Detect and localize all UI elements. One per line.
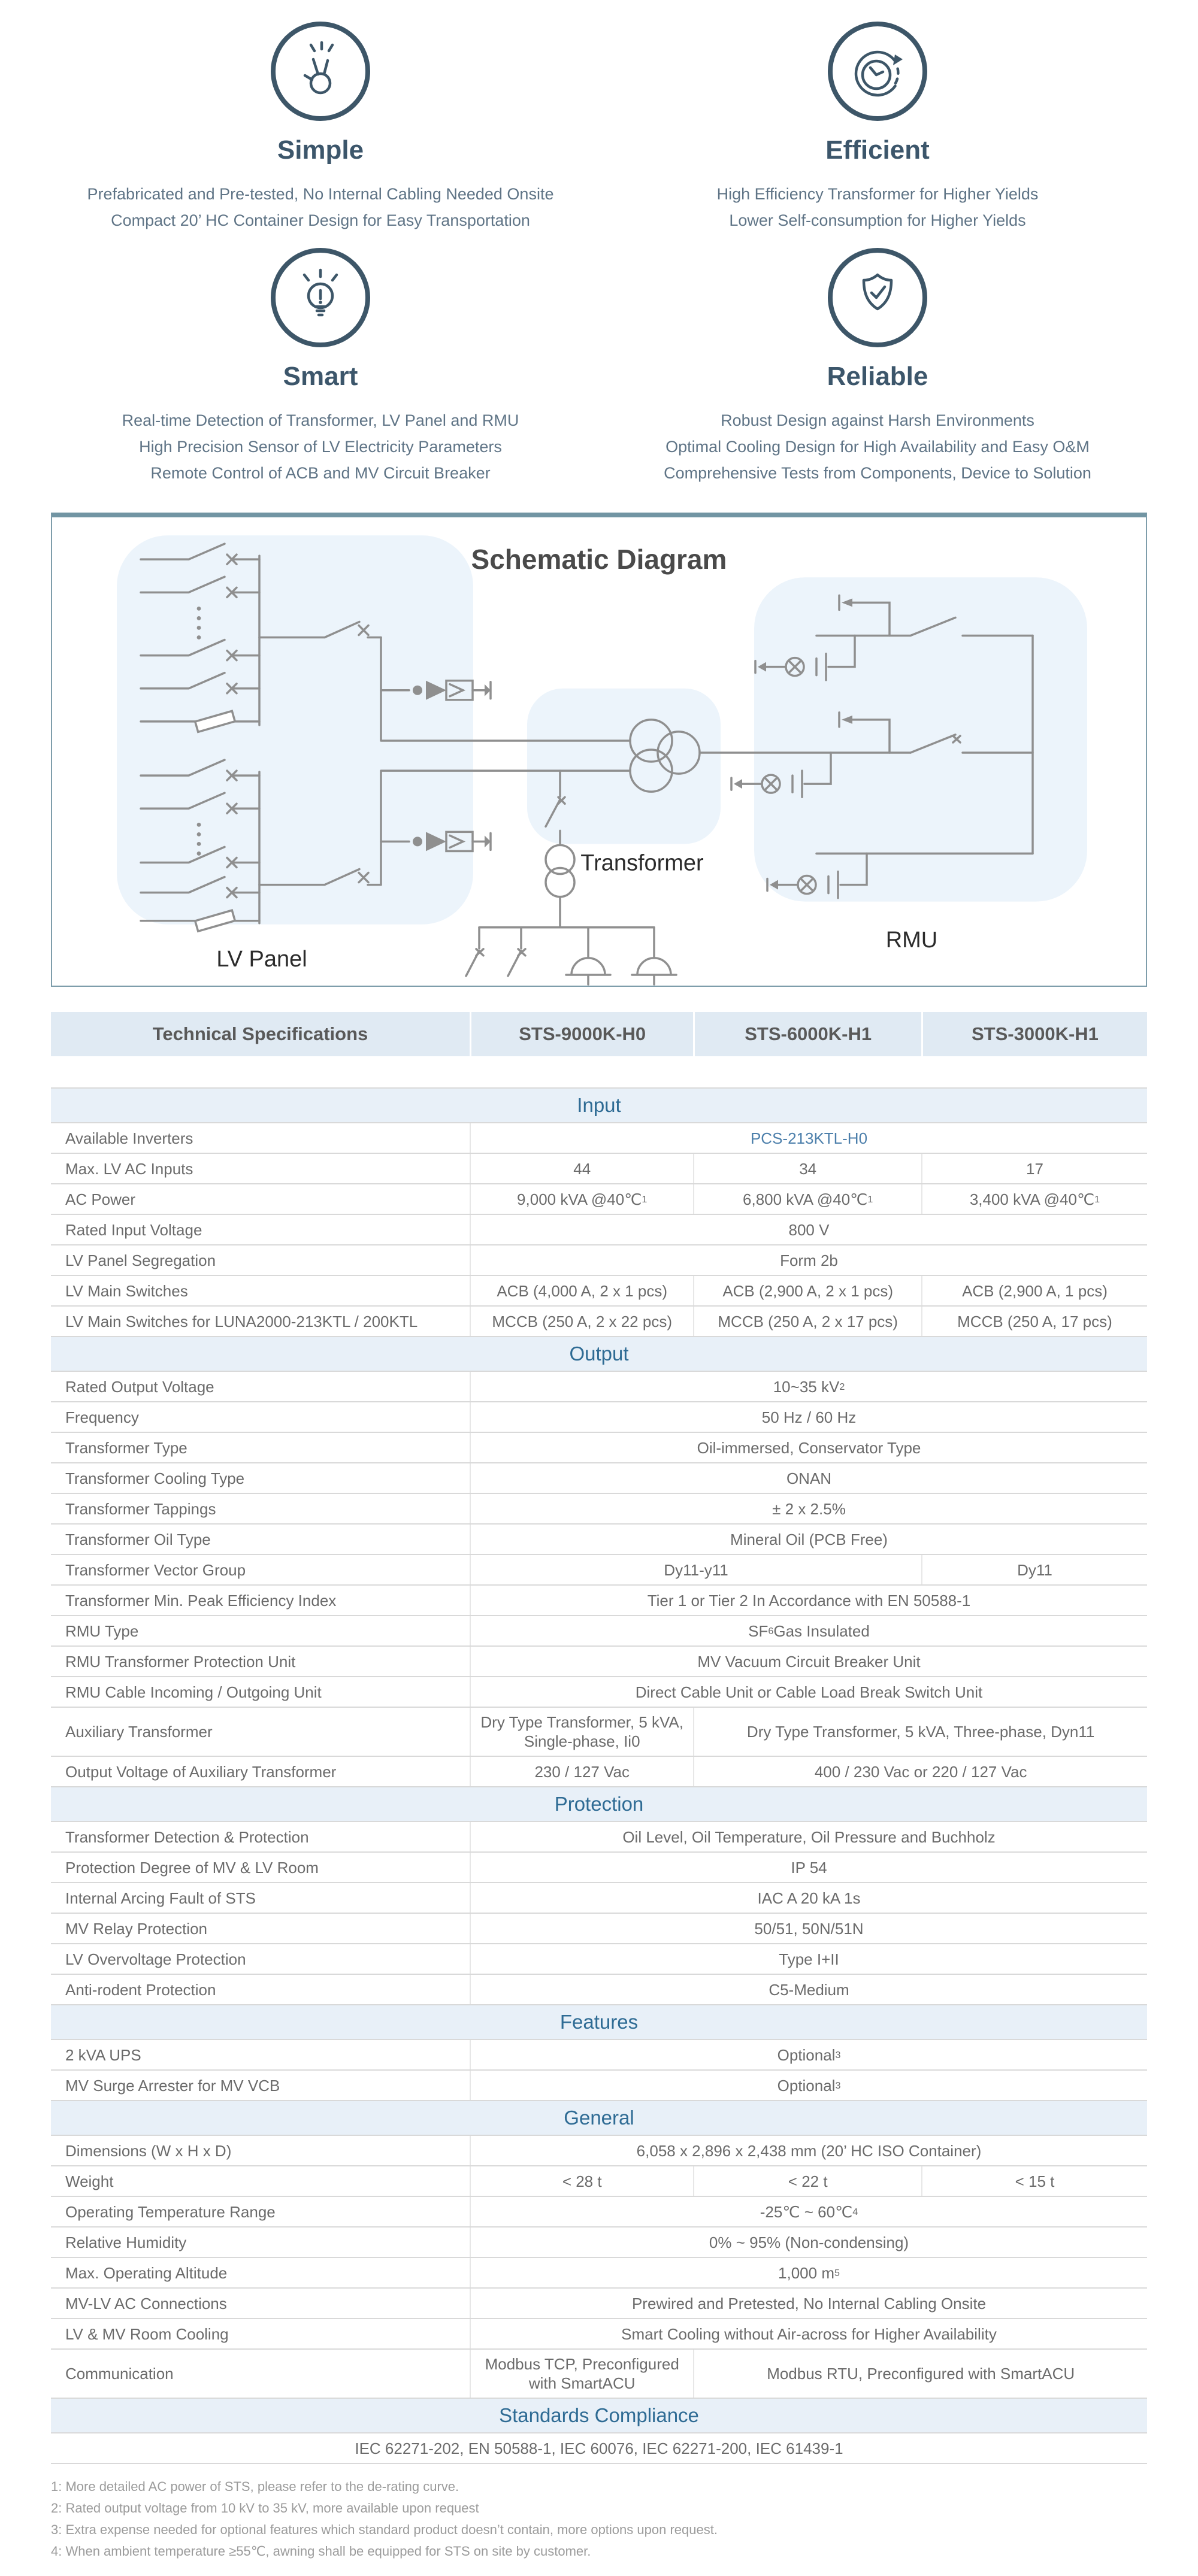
feature-grid	[0, 0, 1198, 486]
row-value: Dy11	[921, 1555, 1147, 1584]
row-label: RMU Cable Incoming / Outgoing Unit	[65, 1683, 322, 1701]
table-row	[51, 1616, 1147, 1647]
row-value: Form 2b	[470, 1245, 1147, 1275]
row-value: 800 V	[470, 1215, 1147, 1244]
row-label: Relative Humidity	[65, 2233, 187, 2251]
footnote: 2: Rated output voltage from 10 kV to 35 kV, more available upon request	[51, 2501, 479, 2516]
row-label: Output Voltage of Auxiliary Transformer	[65, 1762, 337, 1781]
transformer-label: Transformer	[580, 850, 704, 876]
section-header-protection: Protection	[51, 1787, 1147, 1822]
row-label: Protection Degree of MV & LV Room	[65, 1858, 319, 1877]
section-header-general: General	[51, 2101, 1147, 2136]
row-label: Transformer Tappings	[65, 1499, 216, 1518]
table-row	[51, 2258, 1147, 2289]
row-value: 17	[921, 1154, 1147, 1183]
row-value: 1,000 m 5	[470, 2258, 1147, 2287]
row-label: LV Main Switches	[65, 1281, 188, 1300]
table-row	[51, 1914, 1147, 1944]
row-value: 10~35 kV 2	[470, 1372, 1147, 1401]
table-row	[51, 1708, 1147, 1757]
row-label: Transformer Detection & Protection	[65, 1828, 309, 1846]
table-row	[51, 1677, 1147, 1708]
section-header-features: Features	[51, 2005, 1147, 2040]
row-value: 6,058 x 2,896 x 2,438 mm (20’ HC ISO Container)	[470, 2136, 1147, 2165]
row-value: 3,400 kVA @40℃ 1	[921, 1184, 1147, 1214]
feature-description: High Efficiency Transformer for Higher Yields Lower Self-consumption for Higher Yields	[716, 185, 1039, 229]
row-value: ACB (4,000 A, 2 x 1 pcs)	[470, 1276, 693, 1305]
table-row	[51, 1276, 1147, 1307]
row-value: ± 2 x 2.5%	[470, 1494, 1147, 1523]
snap-finger-icon	[271, 22, 370, 121]
row-value: Dy11-y11	[470, 1555, 921, 1584]
table-row	[51, 2319, 1147, 2350]
row-label: MV Relay Protection	[65, 1919, 207, 1938]
transformer-block	[527, 689, 721, 844]
table-row	[51, 2289, 1147, 2319]
table-row	[51, 1647, 1147, 1677]
row-value: 34	[693, 1154, 921, 1183]
row-value: Dry Type Transformer, 5 kVA, Three-phase, Dyn11	[693, 1708, 1147, 1756]
table-row	[51, 2350, 1147, 2399]
row-label: Dimensions (W x H x D)	[65, 2141, 232, 2160]
row-label: Operating Temperature Range	[65, 2202, 276, 2221]
lv-panel-block	[117, 535, 473, 925]
row-value: 0% ~ 95% (Non-condensing)	[470, 2228, 1147, 2257]
schematic-svg	[52, 517, 1146, 986]
table-row	[51, 1215, 1147, 1245]
table-row	[51, 2136, 1147, 2166]
row-value: Tier 1 or Tier 2 In Accordance with EN 50588-1	[470, 1586, 1147, 1615]
row-value: 6,800 kVA @40℃ 1	[693, 1184, 921, 1214]
feature-simple	[42, 22, 599, 234]
lv-panel-label: LV Panel	[216, 946, 307, 972]
row-label: Auxiliary Transformer	[65, 1723, 213, 1741]
row-value: MCCB (250 A, 2 x 17 pcs)	[693, 1307, 921, 1336]
row-value: MV Vacuum Circuit Breaker Unit	[470, 1647, 1147, 1676]
row-label: Max. Operating Altitude	[65, 2263, 228, 2282]
row-value: ACB (2,900 A, 1 pcs)	[921, 1276, 1147, 1305]
row-value: Oil Level, Oil Temperature, Oil Pressure and Buchholz	[470, 1822, 1147, 1851]
row-value: 9,000 kVA @40℃ 1	[470, 1184, 693, 1214]
row-value-link[interactable]: PCS-213KTL-H0	[470, 1123, 1147, 1153]
row-label: Max. LV AC Inputs	[65, 1159, 193, 1178]
table-row	[51, 1123, 1147, 1154]
row-value: IAC A 20 kA 1s	[470, 1883, 1147, 1913]
column-header: Technical Specifications	[152, 1023, 368, 1044]
table-row	[51, 1883, 1147, 1914]
table-row	[51, 2166, 1147, 2197]
table-row	[51, 2433, 1147, 2464]
table-row	[51, 1307, 1147, 1337]
row-value: IEC 62271-202, EN 50588-1, IEC 60076, IEC 62271-200, IEC 61439-1	[355, 2439, 843, 2457]
row-value: C5-Medium	[470, 1975, 1147, 2004]
column-header-model-3: STS-3000K-H1	[921, 1012, 1147, 1056]
table-row	[51, 1822, 1147, 1853]
row-value: Type I+II	[470, 1944, 1147, 1974]
table-row	[51, 1853, 1147, 1883]
table-row	[51, 1944, 1147, 1975]
row-value: 50/51, 50N/51N	[470, 1914, 1147, 1943]
row-label: Available Inverters	[65, 1129, 193, 1147]
feature-description: Robust Design against Harsh Environments Optimal Cooling Design for High Availability and Easy O&M Comprehensive Tests from Components, Device to Solution	[664, 411, 1091, 482]
feature-title: Simple	[277, 135, 364, 165]
spec-table	[51, 1012, 1147, 2464]
feature-title: Reliable	[827, 362, 928, 391]
section-header-standards-compliance: Standards Compliance	[51, 2399, 1147, 2433]
row-label: LV Overvoltage Protection	[65, 1950, 246, 1968]
footnote: 3: Extra expense needed for optional features which standard product doesn’t contain, more options upon request.	[51, 2522, 718, 2537]
feature-title: Efficient	[825, 135, 930, 165]
feature-description: Prefabricated and Pre-tested, No Internal Cabling Needed Onsite Compact 20’ HC Container Design for Easy Transportation	[87, 185, 554, 229]
schematic-diagram-box	[51, 513, 1147, 987]
row-label: Anti-rodent Protection	[65, 1980, 216, 1999]
table-row	[51, 1555, 1147, 1586]
row-label: Communication	[65, 2365, 174, 2383]
row-value: 50 Hz / 60 Hz	[470, 1402, 1147, 1432]
table-row	[51, 1433, 1147, 1463]
row-label: MV-LV AC Connections	[65, 2294, 227, 2313]
feature-efficient	[599, 22, 1156, 234]
table-row	[51, 1372, 1147, 1402]
section-header-input: Input	[51, 1087, 1147, 1123]
row-value: Dry Type Transformer, 5 kVA, Single-phase, Ii0	[470, 1708, 693, 1756]
row-value: Mineral Oil (PCB Free)	[470, 1525, 1147, 1554]
feature-reliable	[599, 248, 1156, 486]
row-label: LV Panel Segregation	[65, 1251, 216, 1269]
table-row	[51, 1975, 1147, 2005]
row-value: MCCB (250 A, 17 pcs)	[921, 1307, 1147, 1336]
section-header-output: Output	[51, 1337, 1147, 1372]
table-row	[51, 2040, 1147, 2071]
footnote: 1: More detailed AC power of STS, please refer to the de-rating curve.	[51, 2479, 459, 2494]
shield-check-icon	[828, 248, 927, 347]
row-value: Optional 3	[470, 2071, 1147, 2100]
table-row	[51, 1494, 1147, 1525]
row-value: 400 / 230 Vac or 220 / 127 Vac	[693, 1757, 1147, 1786]
row-label: Transformer Oil Type	[65, 1530, 211, 1548]
bulb-icon	[271, 248, 370, 347]
row-value: SF 6 Gas Insulated	[470, 1616, 1147, 1645]
row-value: Prewired and Pretested, No Internal Cabling Onsite	[470, 2289, 1147, 2318]
row-value: Smart Cooling without Air-across for Higher Availability	[470, 2319, 1147, 2348]
spec-table-header	[51, 1012, 1147, 1056]
row-label: Rated Input Voltage	[65, 1220, 202, 1239]
row-value: < 28 t	[470, 2166, 693, 2196]
row-value: < 15 t	[921, 2166, 1147, 2196]
row-value: Optional 3	[470, 2040, 1147, 2069]
feature-description: Real-time Detection of Transformer, LV Panel and RMU High Precision Sensor of LV Electricity Parameters Remote Control of ACB and MV Circuit Breaker	[122, 411, 519, 482]
table-row	[51, 1154, 1147, 1184]
row-label: RMU Type	[65, 1622, 139, 1640]
feature-smart	[42, 248, 599, 486]
row-label: Frequency	[65, 1408, 139, 1426]
row-label: LV Main Switches for LUNA2000-213KTL / 200KTL	[65, 1312, 418, 1331]
table-row	[51, 1586, 1147, 1616]
footnote: 4: When ambient temperature ≥55℃, awning shall be equipped for STS on site by customer.	[51, 2544, 591, 2559]
row-label: AC Power	[65, 1190, 136, 1208]
table-row	[51, 1184, 1147, 1215]
schematic-title: Schematic Diagram	[471, 544, 727, 575]
row-value: Modbus TCP, Preconfigured with SmartACU	[470, 2350, 693, 2398]
row-label: MV Surge Arrester for MV VCB	[65, 2076, 280, 2095]
row-value: 44	[470, 1154, 693, 1183]
row-label: Transformer Cooling Type	[65, 1469, 245, 1487]
rmu-label: RMU	[885, 927, 938, 953]
table-row	[51, 1245, 1147, 1276]
row-label: Transformer Type	[65, 1438, 187, 1457]
column-header-model-2: STS-6000K-H1	[693, 1012, 921, 1056]
row-label: Weight	[65, 2172, 114, 2190]
table-row	[51, 2228, 1147, 2258]
column-header-model-1: STS-9000K-H0	[470, 1012, 693, 1056]
row-value: Oil-immersed, Conservator Type	[470, 1433, 1147, 1462]
row-value: ONAN	[470, 1463, 1147, 1493]
row-value: ACB (2,900 A, 2 x 1 pcs)	[693, 1276, 921, 1305]
row-value: IP 54	[470, 1853, 1147, 1882]
row-label: LV & MV Room Cooling	[65, 2325, 229, 2343]
row-value: Direct Cable Unit or Cable Load Break Switch Unit	[470, 1677, 1147, 1707]
row-label: Transformer Vector Group	[65, 1560, 246, 1579]
header-gap	[51, 1056, 1147, 1087]
row-value: Modbus RTU, Preconfigured with SmartACU	[693, 2350, 1147, 2398]
row-label: Internal Arcing Fault of STS	[65, 1889, 256, 1907]
clock-icon	[828, 22, 927, 121]
row-value: 230 / 127 Vac	[470, 1757, 693, 1786]
row-value: < 22 t	[693, 2166, 921, 2196]
row-label: RMU Transformer Protection Unit	[65, 1652, 296, 1671]
table-row	[51, 2197, 1147, 2228]
feature-title: Smart	[283, 362, 358, 391]
row-label: 2 kVA UPS	[65, 2045, 141, 2064]
footnotes	[51, 2476, 1147, 2562]
row-value: MCCB (250 A, 2 x 22 pcs)	[470, 1307, 693, 1336]
row-value: -25℃ ~ 60℃ 4	[470, 2197, 1147, 2226]
table-row	[51, 1757, 1147, 1787]
table-row	[51, 2071, 1147, 2101]
table-row	[51, 1525, 1147, 1555]
row-label: Rated Output Voltage	[65, 1377, 214, 1396]
table-row	[51, 1463, 1147, 1494]
table-row	[51, 1402, 1147, 1433]
spec-table-body	[51, 1087, 1147, 2464]
row-label: Transformer Min. Peak Efficiency Index	[65, 1591, 337, 1610]
